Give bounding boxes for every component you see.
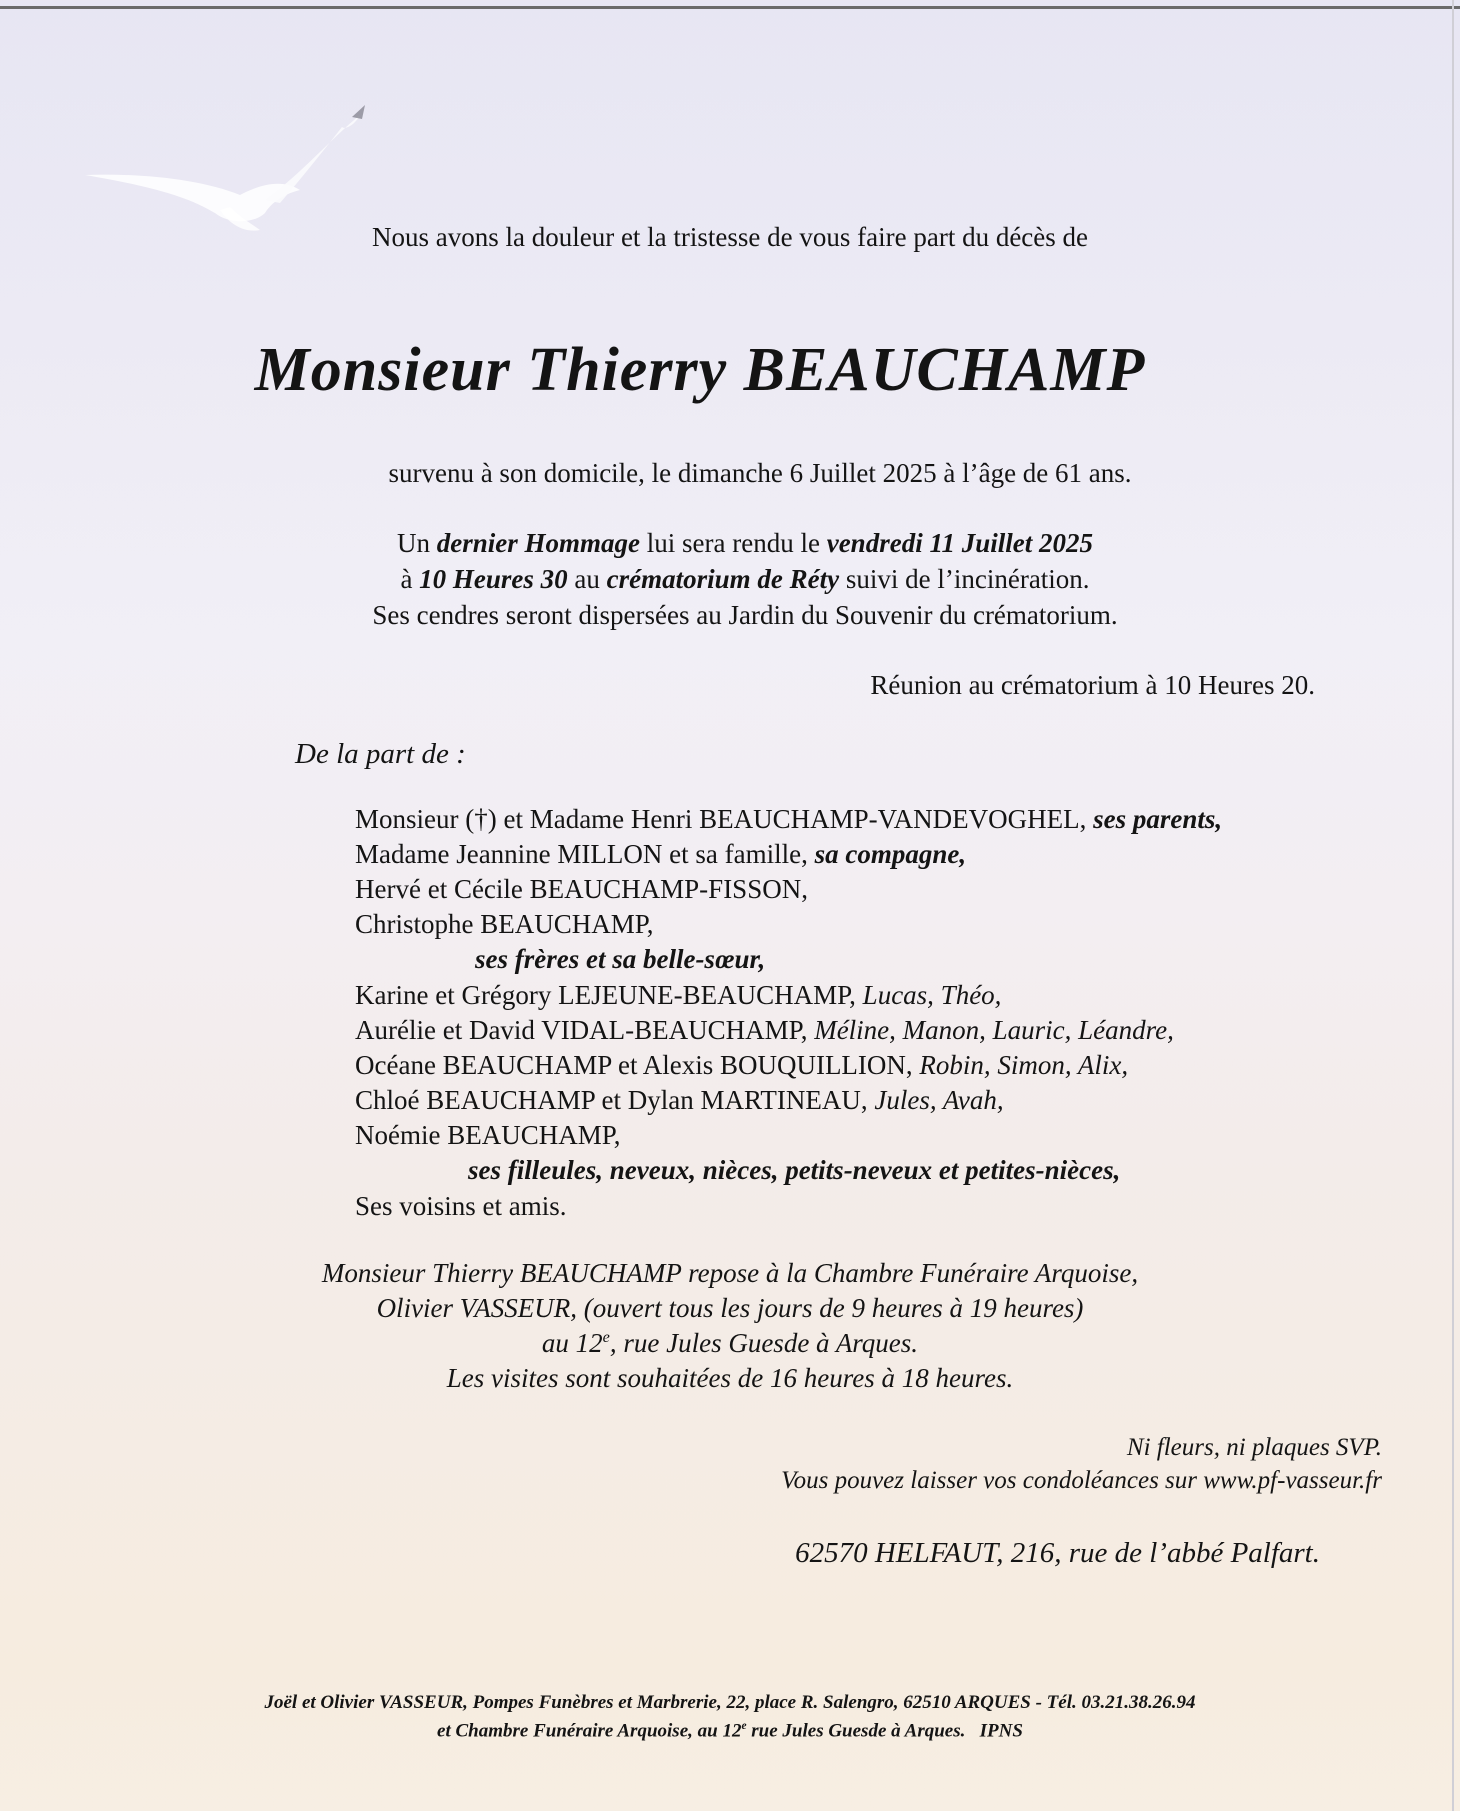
ceremony-line-1: Un dernier Hommage lui sera rendu le vendredi 11 Juillet 2025: [397, 528, 1093, 558]
death-info: survenu à son domicile, le dimanche 6 Juillet 2025 à l’âge de 61 ans.: [388, 458, 1132, 488]
family-line: Christophe BEAUCHAMP,: [355, 909, 654, 939]
family-line: Hervé et Cécile BEAUCHAMP-FISSON,: [355, 874, 808, 904]
family-line: Ses voisins et amis.: [355, 1191, 567, 1221]
rest-line-2: Olivier VASSEUR, (ouvert tous les jours de 9 heures à 19 heures): [376, 1293, 1084, 1323]
family-line: Karine et Grégory LEJEUNE-BEAUCHAMP, Lucas, Théo,: [355, 980, 1002, 1010]
family-line: Noémie BEAUCHAMP,: [355, 1120, 621, 1150]
family-line: Aurélie et David VIDAL-BEAUCHAMP, Méline, Manon, Lauric, Léandre,: [355, 1015, 1174, 1045]
family-line: Océane BEAUCHAMP et Alexis BOUQUILLION, Robin, Simon, Alix,: [355, 1050, 1129, 1080]
condolences-note: Vous pouvez laisser vos condoléances sur www.pf-vasseur.fr: [781, 1467, 1382, 1494]
family-group-label: ses filleules, neveux, nièces, petits-neveux et petites-nièces,: [468, 1155, 1121, 1185]
deceased-name: Monsieur Thierry BEAUCHAMP: [254, 336, 1146, 404]
address: 62570 HELFAUT, 216, rue de l’abbé Palfart.: [795, 1537, 1320, 1569]
intro-text: Nous avons la douleur et la tristesse de vous faire part du décès de: [371, 222, 1089, 252]
rest-line-1: Monsieur Thierry BEAUCHAMP repose à la Chambre Funéraire Arquoise,: [321, 1258, 1139, 1288]
footer-line-1: Joël et Olivier VASSEUR, Pompes Funèbres et Marbrerie, 22, place R. Salengro, 62510 ARQUES - Tél. 03.21.38.26.94: [264, 1692, 1196, 1713]
family-line: Chloé BEAUCHAMP et Dylan MARTINEAU, Jules, Avah,: [355, 1085, 1004, 1115]
rest-line-3: au 12e, rue Jules Guesde à Arques.: [541, 1328, 919, 1358]
footer-line-2: et Chambre Funéraire Arquoise, au 12e rue Jules Guesde à Arques. IPNS: [437, 1720, 1023, 1742]
top-border: [0, 6, 1460, 9]
ceremony-line-2: à 10 Heures 30 au crématorium de Réty suivi de l’incinération.: [400, 564, 1090, 594]
rest-line-4: Les visites sont souhaitées de 16 heures à 18 heures.: [446, 1363, 1014, 1393]
family-group-label: ses frères et sa belle-sœur,: [475, 944, 766, 974]
no-flowers-note: Ni fleurs, ni plaques SVP.: [1126, 1434, 1382, 1461]
ceremony-line-3: Ses cendres seront dispersées au Jardin du Souvenir du crématorium.: [372, 600, 1118, 630]
family-line: Monsieur (†) et Madame Henri BEAUCHAMP-VANDEVOGHEL, ses parents,: [355, 804, 1223, 834]
family-line: Madame Jeannine MILLON et sa famille, sa compagne,: [355, 839, 967, 869]
from-label: De la part de :: [295, 738, 466, 770]
right-border: [1452, 0, 1454, 1811]
reunion-text: Réunion au crématorium à 10 Heures 20.: [870, 670, 1315, 700]
